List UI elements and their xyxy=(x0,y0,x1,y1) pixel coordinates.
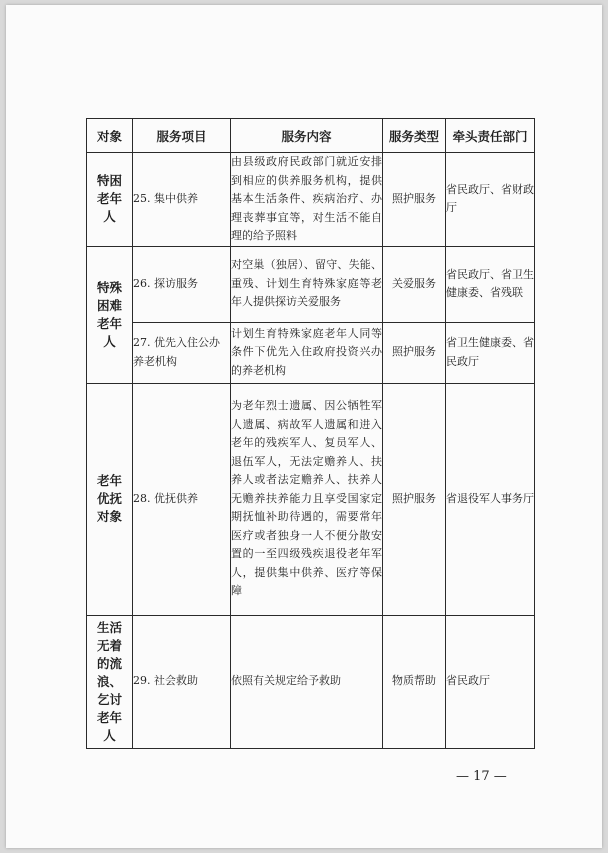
table-row xyxy=(87,322,535,383)
type-cell: 关爱服务 xyxy=(383,246,446,322)
object-cell: 特困 老年 人 xyxy=(87,153,133,247)
table-row xyxy=(87,383,535,615)
header-lead-department: 牵头责任部门 xyxy=(446,119,535,153)
content-cell: 依照有关规定给予救助 xyxy=(231,615,383,748)
item-cell: 27. 优先入住公办养老机构 xyxy=(133,322,231,383)
type-cell: 物质帮助 xyxy=(383,615,446,748)
header-service-content: 服务内容 xyxy=(231,119,383,153)
header-service-item: 服务项目 xyxy=(133,119,231,153)
header-object: 对象 xyxy=(87,119,133,153)
type-cell: 照护服务 xyxy=(383,322,446,383)
type-cell: 照护服务 xyxy=(383,383,446,615)
dept-cell: 省民政厅、省卫生健康委、省残联 xyxy=(446,246,535,322)
object-cell: 老年 优抚 对象 xyxy=(87,383,133,615)
dept-cell: 省民政厅、省财政厅 xyxy=(446,153,535,247)
item-cell: 25. 集中供养 xyxy=(133,153,231,247)
item-cell: 29. 社会救助 xyxy=(133,615,231,748)
dept-cell: 省民政厅 xyxy=(446,615,535,748)
service-table xyxy=(86,118,535,749)
content-cell: 由县级政府民政部门就近安排到相应的供养服务机构，提供基本生活条件、疾病治疗、办理丧葬事宜等，对生活不能自理的给予照料 xyxy=(231,153,383,247)
dept-cell: 省卫生健康委、省民政厅 xyxy=(446,322,535,383)
table-row xyxy=(87,246,535,322)
item-cell: 26. 探访服务 xyxy=(133,246,231,322)
document-page xyxy=(6,5,602,848)
table-row xyxy=(87,615,535,748)
page-number: — 17 — xyxy=(456,769,507,784)
content-cell: 为老年烈士遗属、因公牺牲军人遗属、病故军人遗属和进入老年的残疾军人、复员军人、退伍军人，无法定赡养人、扶养人或者法定赡养人、扶养人无赡养扶养能力且享受国家定期抚恤补助待遇的，需要常年医疗或者独身一人不便分散安置的一至四级残疾退役老年军人，提供集中供养、医疗等保障 xyxy=(231,383,383,615)
item-cell: 28. 优抚供养 xyxy=(133,383,231,615)
header-service-type: 服务类型 xyxy=(383,119,446,153)
table-header-row xyxy=(87,119,535,153)
content-cell: 计划生育特殊家庭老年人同等条件下优先入住政府投资兴办的养老机构 xyxy=(231,322,383,383)
type-cell: 照护服务 xyxy=(383,153,446,247)
content-cell: 对空巢（独居）、留守、失能、重残、计划生育特殊家庭等老年人提供探访关爱服务 xyxy=(231,246,383,322)
dept-cell: 省退役军人事务厅 xyxy=(446,383,535,615)
table-row xyxy=(87,153,535,247)
object-cell: 特殊 困难 老年 人 xyxy=(87,246,133,383)
object-cell: 生活 无着 的流 浪、 乞讨 老年 人 xyxy=(87,615,133,748)
